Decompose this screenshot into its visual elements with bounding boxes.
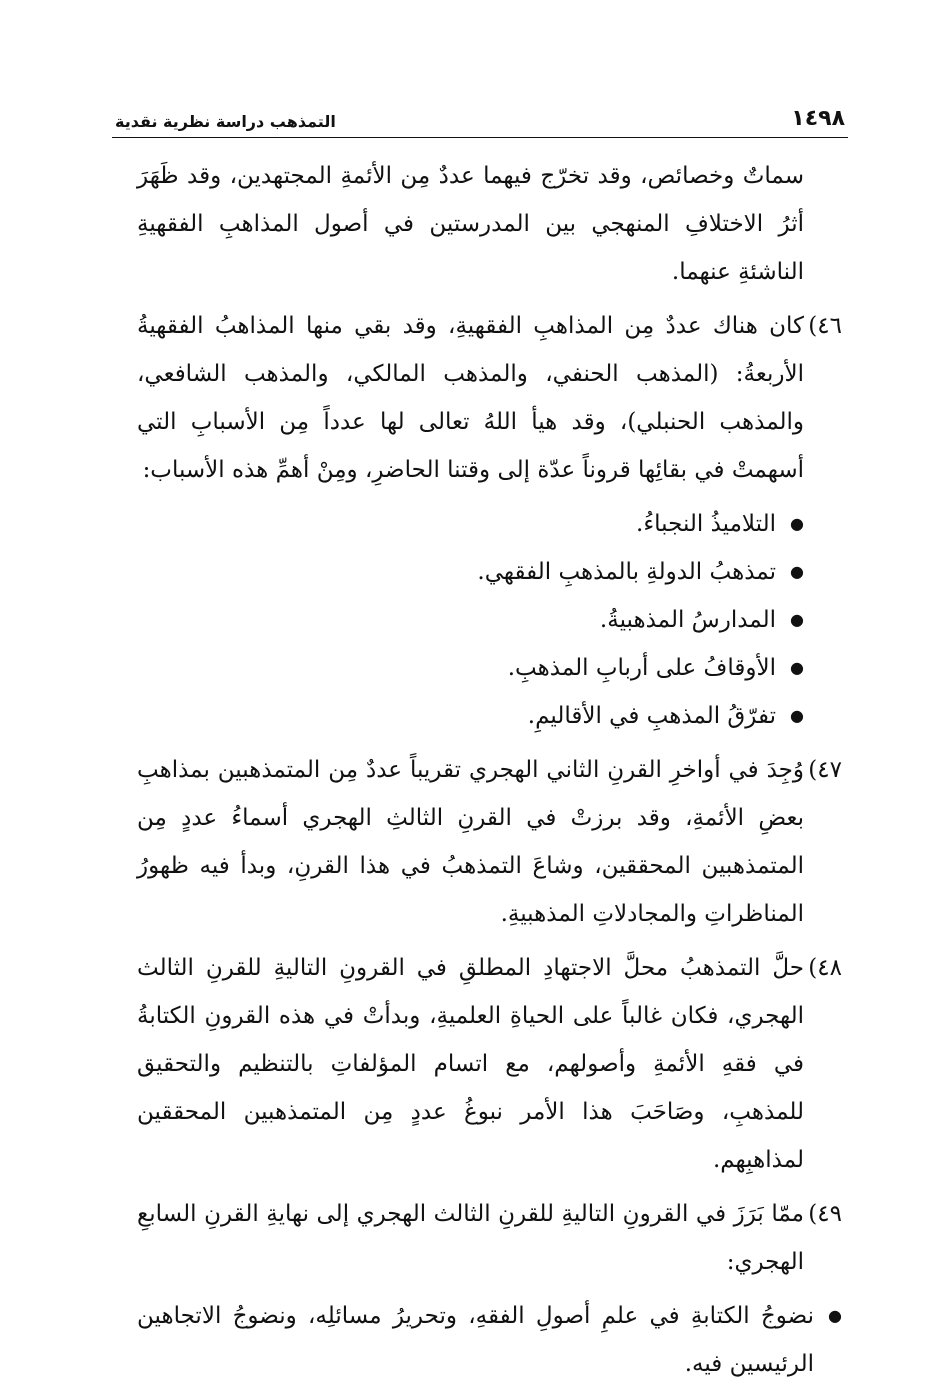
list-item bbox=[137, 548, 842, 596]
item-number: ٤٨) bbox=[808, 955, 842, 981]
book-title: التمذهب دراسة نظرية نقدية bbox=[115, 112, 336, 131]
item-text: حلَّ التمذهبُ محلَّ الاجتهادِ المطلقِ في القرونِ التاليةِ للقرنِ الثالث الهجري، فكان غالباً على الحياةِ العلميةِ، وبدأتْ في هذه القرونِ الكتابةُ في فقهِ الأئمةِ وأصولهم، مع اتسام المؤلفاتِ بالتنظيم والتحقيق للمذهبِ، وصَاحَبَ هذا الأمر نبوغُ عددٍ مِن المتمذهبين المحققين لمذاهبِهم. bbox=[137, 955, 804, 1173]
bullet-icon: ● bbox=[828, 1306, 842, 1325]
list-item bbox=[137, 692, 842, 740]
bullet-text: نضوجُ الكتابةِ في علمِ أصولِ الفقهِ، وتحريرُ مسائلِه، ونضوجُ الاتجاهين الرئيسين فيه. bbox=[137, 1303, 814, 1377]
item-48 bbox=[137, 944, 842, 1184]
item-text: كان هناك عددٌ مِن المذاهبِ الفقهيةِ، وقد بقي منها المذاهبُ الفقهيةُ الأربعةُ: (المذهب الحنفي، والمذهب المالكي، والمذهب الشافعي، والمذهب الحنبلي)، وقد هيأ اللهُ تعالى لها عدداً مِن الأسبابِ التي أسهمتْ في بقائِها قروناً عدّة إلى وقتنا الحاضرِ، ومِنْ أهمِّ هذه الأسباب: bbox=[137, 313, 804, 483]
item-number: ٤٧) bbox=[808, 757, 842, 783]
bullet-icon: ● bbox=[790, 610, 804, 629]
list-item bbox=[137, 596, 842, 644]
bullet-text: الأوقافُ على أربابِ المذهبِ. bbox=[507, 655, 776, 681]
item-49 bbox=[137, 1190, 842, 1286]
list-item bbox=[137, 644, 842, 692]
item-number: ٤٦) bbox=[808, 313, 842, 339]
running-header bbox=[115, 101, 845, 131]
page-number: ١٤٩٨ bbox=[791, 106, 845, 131]
bullet-icon: ● bbox=[790, 562, 804, 581]
bullet-text: تفرّقُ المذهبِ في الأقاليمِ. bbox=[527, 703, 776, 729]
bullet-text: المدارسُ المذهبيةُ. bbox=[599, 607, 776, 633]
item-46 bbox=[137, 302, 842, 494]
item-text: وُجِدَ في أواخرِ القرنِ الثاني الهجري تقريباً عددٌ مِن المتمذهبين بمذاهبِ بعضِ الأئمةِ، وقد برزتْ في القرنِ الثالثِ الهجري أسماءُ عددٍ مِن المتمذهبين المحققين، وشاعَ التمذهبُ في هذا القرنِ، وبدأ فيه ظهورُ المناظراتِ والمجادلاتِ المذهبيةِ. bbox=[137, 757, 804, 927]
header-divider bbox=[112, 137, 848, 138]
item-46-bullet-list bbox=[137, 500, 842, 740]
list-item bbox=[137, 500, 842, 548]
bullet-icon: ● bbox=[790, 514, 804, 533]
item-47 bbox=[137, 746, 842, 938]
item-49-bullet-list bbox=[137, 1292, 842, 1388]
intro-paragraph: سماتٌ وخصائص، وقد تخرّج فيهما عددٌ مِن الأئمةِ المجتهدين، وقد ظَهَرَ أثرُ الاختلافِ المنهجي بين المدرستين في أصول المذاهبِ الفقهيةِ الناشئةِ عنهما. bbox=[137, 163, 804, 285]
bullet-icon: ● bbox=[790, 658, 804, 677]
list-item bbox=[137, 1292, 842, 1388]
bullet-text: التلاميذُ النجباءُ. bbox=[636, 511, 776, 537]
bullet-text: تمذهبُ الدولةِ بالمذهبِ الفقهي. bbox=[477, 559, 776, 585]
item-text: ممّا بَرَزَ في القرونِ التاليةِ للقرنِ الثالث الهجري إلى نهايةِ القرنِ السابعِ الهجري: bbox=[137, 1201, 804, 1275]
item-number: ٤٩) bbox=[808, 1201, 842, 1227]
bullet-icon: ● bbox=[790, 706, 804, 725]
page-body bbox=[137, 152, 842, 1394]
